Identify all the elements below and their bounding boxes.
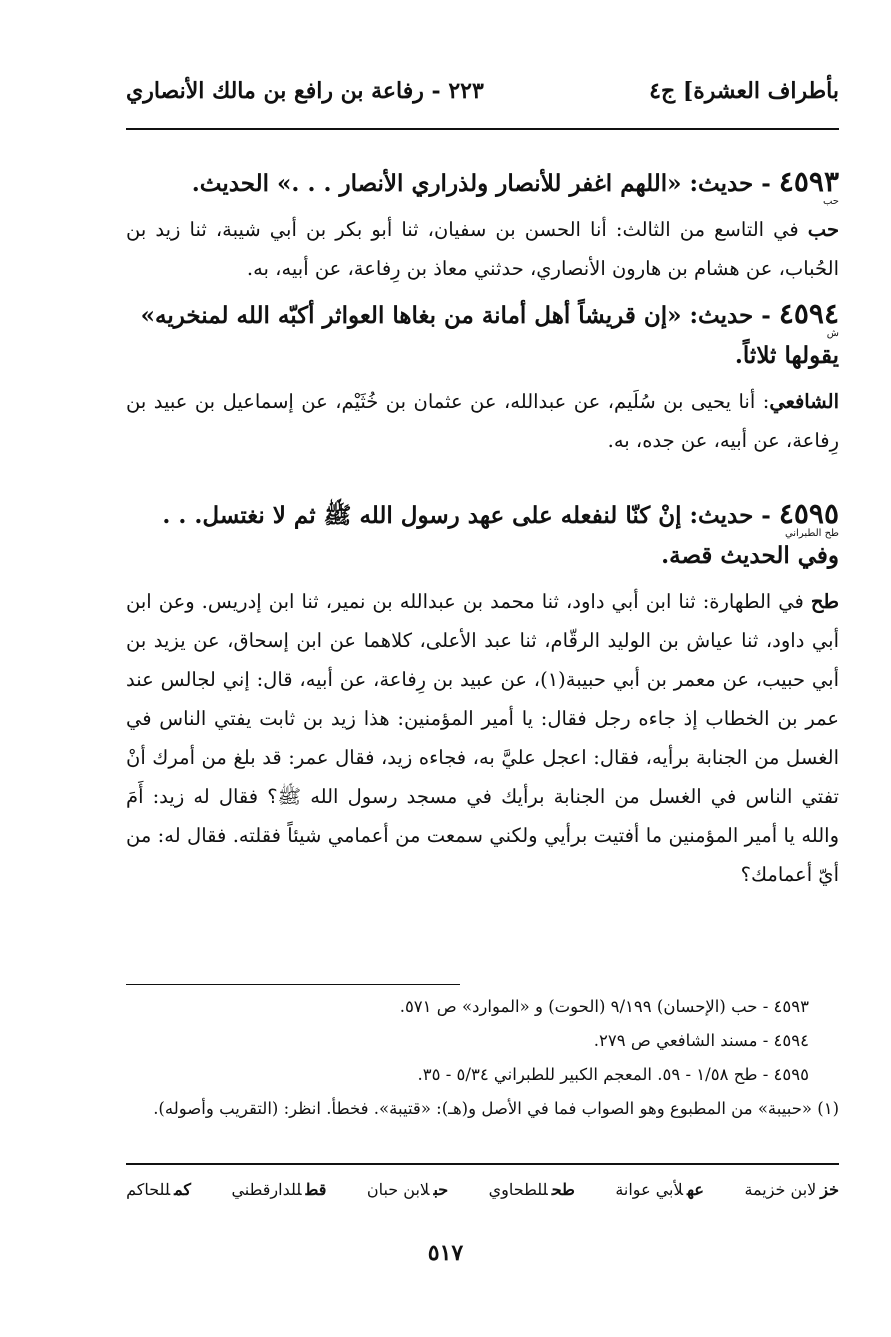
footnotes (126, 990, 839, 1126)
source-abbr: حب (807, 218, 839, 241)
footnote-4594: ٤٥٩٤ - مسند الشافعي ص ٢٧٩. (593, 1031, 809, 1050)
source-siglum: طح الطبراني (784, 528, 839, 539)
footnote-note-1: (١) «حبيبة» من المطبوع وهو الصواب فما في الأصل و(هـ): «قتيبة». فخطأ. انظر: (التقريب وأصوله). (153, 1099, 839, 1118)
page-number: ٥١٧ (427, 1240, 464, 1266)
legend-item: خزلابن خزيمة (744, 1180, 839, 1199)
entry-4594 (126, 294, 839, 460)
entry-4593 (126, 162, 839, 288)
source-abbr: الشافعي (769, 390, 839, 413)
footnote-4593: ٤٥٩٣ - حب (الإحسان) ٩/١٩٩ (الحوت) و «الموارد» ص ٥٧١. (399, 997, 809, 1016)
header-left: ٢٢٣ - رفاعة بن رافع بن مالك الأنصاري (126, 78, 484, 104)
running-header (126, 78, 839, 104)
entry-heading (126, 294, 839, 376)
entry-heading (126, 162, 839, 207)
entry-4595 (126, 494, 839, 894)
entry-number: ٤٥٩٣ (778, 165, 839, 198)
isnad-body: : أنا يحيى بن سُلَيم، عن عبدالله، عن عثمان بن خُثَيْم، عن إسماعيل بن عبيد بن رِفاعة، عن أبيه، عن جده، به. (126, 390, 839, 452)
legend-item: طحللطحاوي (488, 1180, 575, 1199)
source-siglum: حب (822, 196, 839, 207)
main-text (126, 162, 839, 894)
legend-item: قطللدارقطني (231, 1180, 327, 1199)
legend-rule (126, 1163, 839, 1165)
isnad-text (126, 582, 839, 894)
source-abbr: طح (810, 590, 839, 613)
hadith-title: - حديث: «اللهم اغفر للأنصار ولذراري الأنصار . . .» الحديث. (191, 170, 779, 197)
entry-number: ٤٥٩٥ (778, 497, 839, 530)
isnad-body: في التاسع من الثالث: أنا الحسن بن سفيان، ثنا أبو بكر بن أبي شيبة، ثنا زيد بن الحُباب، عن هشام بن هارون الأنصاري، حدثني معاذ بن رِفاعة، عن أبيه، به. (126, 218, 839, 280)
legend-item: حبلابن حبان (366, 1180, 449, 1199)
isnad-body: في الطهارة: ثنا ابن أبي داود، ثنا محمد بن عبدالله بن نمير، ثنا ابن إدريس. وعن ابن أبي داود، ثنا عياش بن الوليد الرقّام، ثنا عبد الأعلى، كلاهما عن ابن إسحاق، عن يزيد بن أبي حبيب، عن معمر بن أبي حبيبة(١)، عن عبيد بن رِفاعة، عن أبيه، قال: إني لجالس عند عمر بن الخطاب إذ جاءه رجل فقال: يا أمير المؤمنين: هذا زيد بن ثابت يفتي الناس في الغسل من الجنابة برأيه، فقال: اعجل عليَّ به، فجاءه زيد، فقال عمر: قد بلغ من أمرك أنْ تفتي الناس في الغسل من الجنابة برأيك في مسجد رسول الله ﷺ؟ فقال له زيد: أَمَ والله يا أمير المؤمنين ما أفتيت برأيي ولكني سمعت من أعمامي شيئاً فقلته. فقال له: من أيّ أعمامك؟ (126, 590, 839, 886)
entry-number: ٤٥٩٤ (778, 297, 839, 330)
header-right: بأطراف العشرة] ج٤ (649, 78, 839, 104)
hadith-title: - حديث: إنْ كنّا لنفعله على عهد رسول الله ﷺ ثم لا نغتسل. . . وفي الحديث قصة. (162, 502, 839, 569)
header-rule (126, 128, 839, 130)
isnad-text (126, 382, 839, 460)
legend-item: عهلأبي عوانة (615, 1180, 704, 1199)
legend-item: كمللحاكم (126, 1180, 191, 1199)
entry-heading (126, 494, 839, 576)
abbreviation-legend (126, 1180, 839, 1199)
source-siglum: ش (826, 328, 839, 339)
hadith-title: - حديث: «إن قريشاً أهل أمانة من بغاها العواثر أكبّه الله لمنخريه» يقولها ثلاثاً. (140, 302, 839, 369)
footnote-rule (126, 984, 460, 985)
footnote-4595: ٤٥٩٥ - طح ١/٥٨ - ٥٩. المعجم الكبير للطبراني ٥/٣٤ - ٣٥. (417, 1065, 809, 1084)
isnad-text (126, 210, 839, 288)
